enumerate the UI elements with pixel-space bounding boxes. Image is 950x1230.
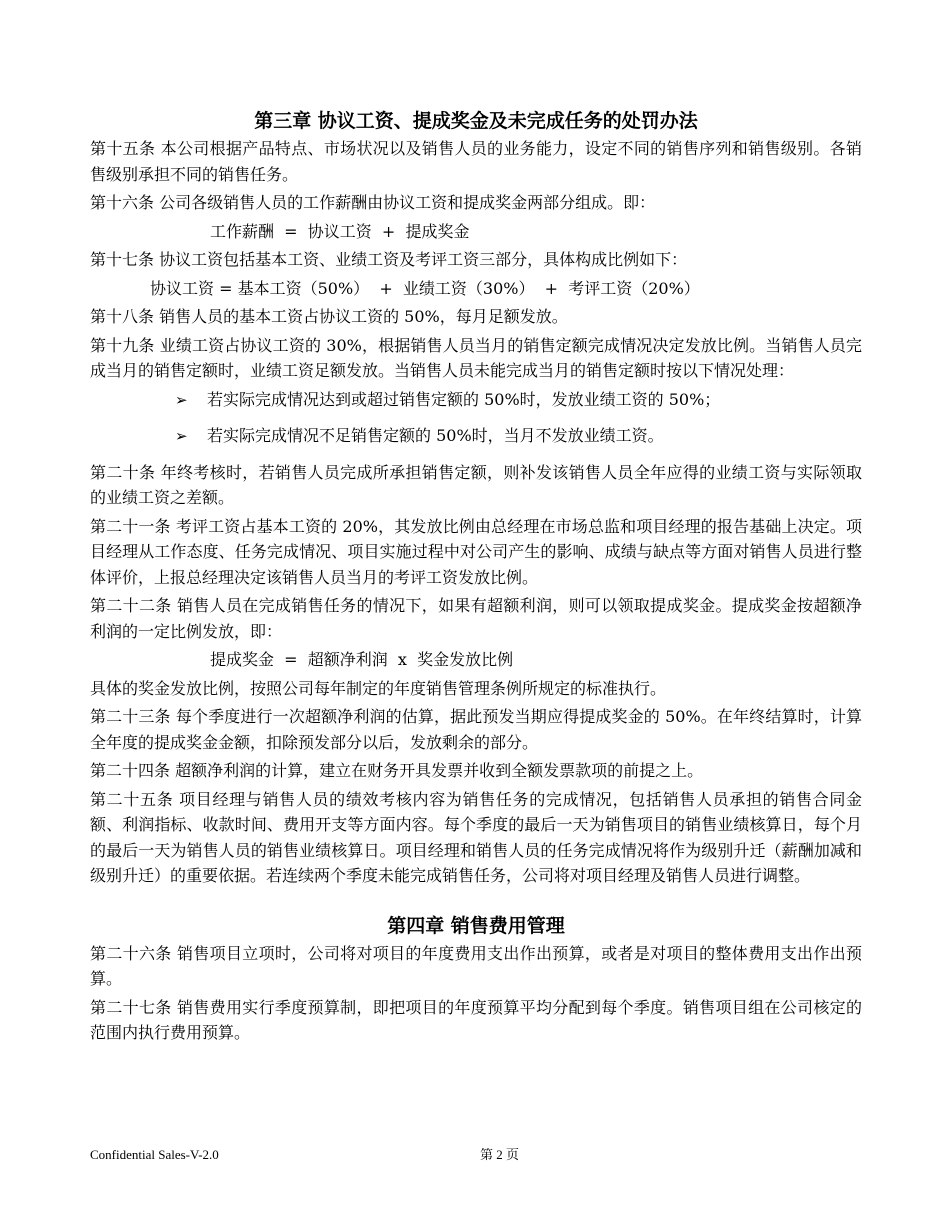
article-15: 第十五条 本公司根据产品特点、市场状况以及销售人员的业务能力，设定不同的销售序列和销售级别。各销售级别承担不同的销售任务。 (90, 139, 862, 184)
bullet-text: 若实际完成情况达到或超过销售定额的 50%时，发放业绩工资的 50%； (207, 389, 721, 409)
article-18: 第十八条 销售人员的基本工资占协议工资的 50%，每月足额发放。 (90, 307, 568, 326)
footer-document-id: Confidential Sales-V-2.0 (90, 1147, 219, 1162)
article-24: 第二十四条 超额净利润的计算，建立在财务开具发票并收到全额发票款项的前提之上。 (90, 761, 704, 780)
article-17: 第十七条 协议工资包括基本工资、业绩工资及考评工资三部分，具体构成比例如下： (90, 250, 688, 269)
page-content (90, 106, 862, 1049)
formula-work-salary: 工作薪酬 = 协议工资 + 提成奖金 (210, 221, 470, 241)
article-19: 第十九条 业绩工资占协议工资的 30%，根据销售人员当月的销售定额完成情况决定发放比例。当销售人员完成当月的销售定额时，业绩工资足额发放。当销售人员未能完成当月的销售定额时按以下情况处理： (90, 335, 862, 380)
article-23: 第二十三条 每个季度进行一次超额净利润的估算，据此预发当期应得提成奖金的 50%。在年终结算时，计算全年度的提成奖金金额，扣除预发部分以后，发放剩余的部分。 (90, 707, 862, 752)
formula-agreement-salary: 协议工资 = 基本工资（50%） + 业绩工资（30%） + 考评工资（20%） (150, 278, 700, 298)
article-25: 第二十五条 项目经理与销售人员的绩效考核内容为销售任务的完成情况，包括销售人员承担的销售合同金额、利润指标、收款时间、费用开支等方面内容。每个季度的最后一天为销售项目的销售业绩核算日，每个月的最后一天为销售人员的销售业绩核算日。项目经理和销售人员的任务完成情况将作为级别升迁（薪酬加减和级别升迁）的重要依据。若连续两个季度未能完成销售任务，公司将对项目经理及销售人员进行调整。 (90, 789, 862, 885)
bullet-text: 若实际完成情况不足销售定额的 50%时，当月不发放业绩工资。 (207, 426, 664, 445)
chapter-4-title: 第四章 销售费用管理 (387, 914, 565, 937)
article-20: 第二十条 年终考核时，若销售人员完成所承担销售定额，则补发该销售人员全年应得的业绩工资与实际领取的业绩工资之差额。 (90, 462, 862, 507)
article-27: 第二十七条 销售费用实行季度预算制，即把项目的年度预算平均分配到每个季度。销售项目组在公司核定的范围内执行费用预算。 (90, 997, 862, 1042)
arrow-bullet-icon: ➢ (175, 390, 188, 409)
article-16: 第十六条 公司各级销售人员的工作薪酬由协议工资和提成奖金两部分组成。即： (90, 193, 656, 212)
formula-bonus: 提成奖金 = 超额净利润 x 奖金发放比例 (210, 650, 514, 669)
footer-page-number: 第 2 页 (480, 1147, 520, 1162)
arrow-bullet-icon: ➢ (175, 427, 188, 445)
article-22-note: 具体的奖金发放比例，按照公司每年制定的年度销售管理条例所规定的标准执行。 (90, 678, 667, 698)
article-26: 第二十六条 销售项目立项时，公司将对项目的年度费用支出作出预算，或者是对项目的整体费用支出作出预算。 (90, 943, 862, 988)
bullet-item (90, 387, 862, 414)
article-22: 第二十二条 销售人员在完成销售任务的情况下，如果有超额利润，则可以领取提成奖金。提成奖金按超额净利润的一定比例发放，即： (90, 596, 862, 641)
article-21: 第二十一条 考评工资占基本工资的 20%，其发放比例由总经理在市场总监和项目经理的报告基础上决定。项目经理从工作态度、任务完成情况、项目实施过程中对公司产生的影响、成绩与缺点等方面对销售人员进行整体评价，上报总经理决定该销售人员当月的考评工资发放比例。 (90, 516, 862, 587)
bullet-item (90, 423, 862, 450)
chapter-3-title: 第三章 协议工资、提成奖金及未完成任务的处罚办法 (254, 110, 698, 132)
